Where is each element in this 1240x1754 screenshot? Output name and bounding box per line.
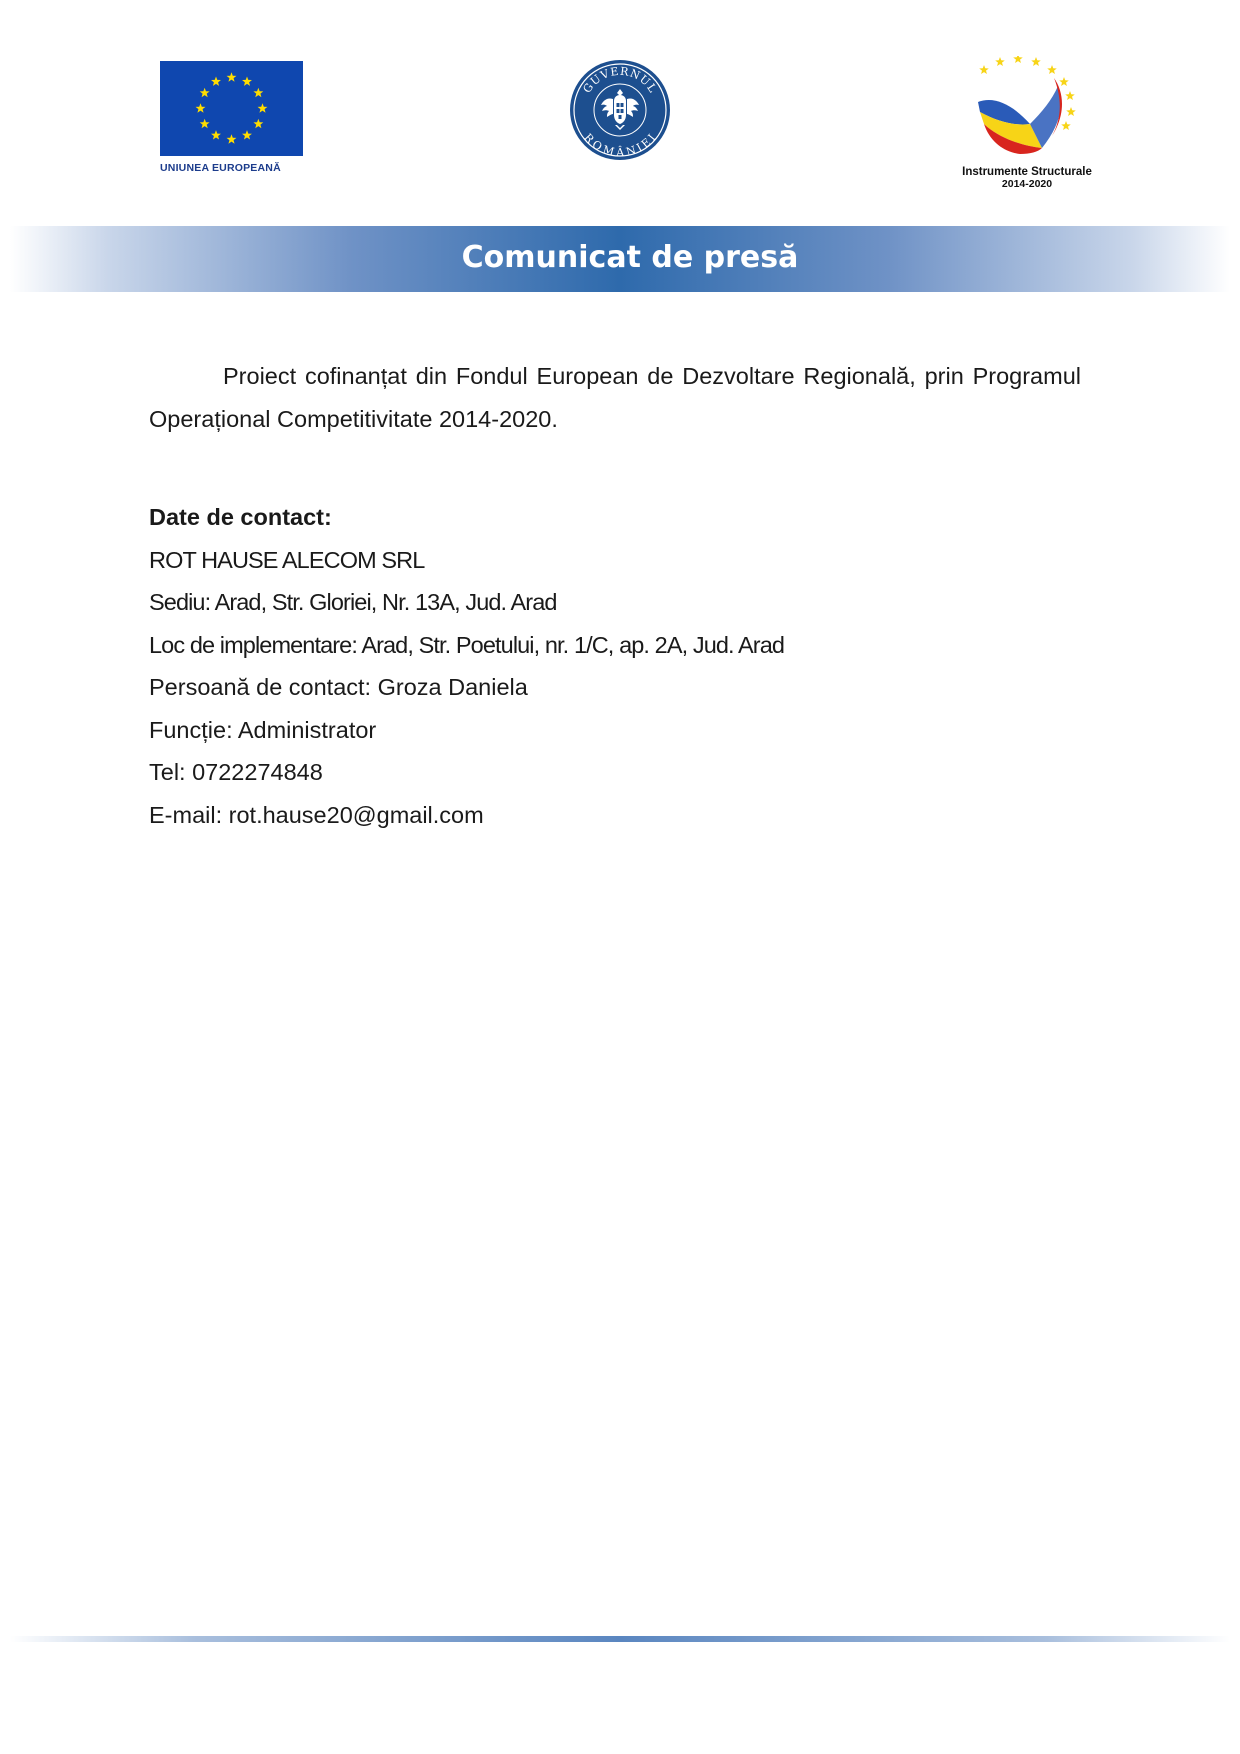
- is-star-icon: [1047, 65, 1057, 74]
- is-star-icon: [979, 65, 989, 74]
- gov-ring-top-text: GUVERNUL: [580, 64, 660, 96]
- is-caption-line2: 2014-2020: [1001, 178, 1053, 190]
- contact-implementation-site: Loc de implementare: Arad, Str. Poetului, nr. 1/C, ap. 2A, Jud. Arad: [149, 631, 785, 658]
- title-banner: [10, 226, 1230, 292]
- eu-logo: [160, 61, 303, 174]
- contact-role: Funcție: Administrator: [149, 716, 377, 743]
- is-star-icon: [1059, 77, 1069, 86]
- is-star-icon: [1013, 56, 1023, 63]
- page-title-text: Comunicat de presă: [461, 240, 799, 275]
- project-statement: Proiect cofinanțat din Fondul European de Dezvoltare Regională, prin Programul Operațional Competitivitate 2014-2020.: [149, 363, 1081, 432]
- is-star-icon: [1065, 91, 1075, 100]
- is-caption-line1: Instrumente Structurale: [962, 166, 1092, 178]
- eu-caption: UNIUNEA EUROPEANĂ: [160, 162, 281, 174]
- contact-phone: Tel: 0722274848: [149, 759, 323, 785]
- government-seal-icon: [569, 59, 671, 161]
- contact-heading: Date de contact:: [149, 504, 332, 530]
- contact-company: ROT HAUSE ALECOM SRL: [149, 546, 425, 573]
- footer-divider: [10, 1636, 1230, 1642]
- contact-person: Persoană de contact: Groza Daniela: [149, 674, 528, 700]
- instrumente-structurale-emblem-icon: [972, 56, 1082, 164]
- is-star-icon: [1061, 121, 1071, 130]
- is-star-icon: [1066, 107, 1076, 116]
- contact-email: E-mail: rot.hause20@gmail.com: [149, 801, 484, 828]
- gov-ring-bottom-text: ROMÂNIEI: [581, 131, 659, 160]
- eu-flag-icon: [160, 61, 303, 156]
- contact-headquarters: Sediu: Arad, Str. Gloriei, Nr. 13A, Jud. Arad: [149, 589, 557, 615]
- instrumente-structurale-logo: [952, 56, 1102, 190]
- is-star-icon: [1031, 57, 1041, 66]
- contact-details: [149, 496, 1089, 836]
- romanian-government-logo: [569, 59, 671, 161]
- page-title: [10, 240, 1230, 275]
- is-star-icon: [995, 57, 1005, 66]
